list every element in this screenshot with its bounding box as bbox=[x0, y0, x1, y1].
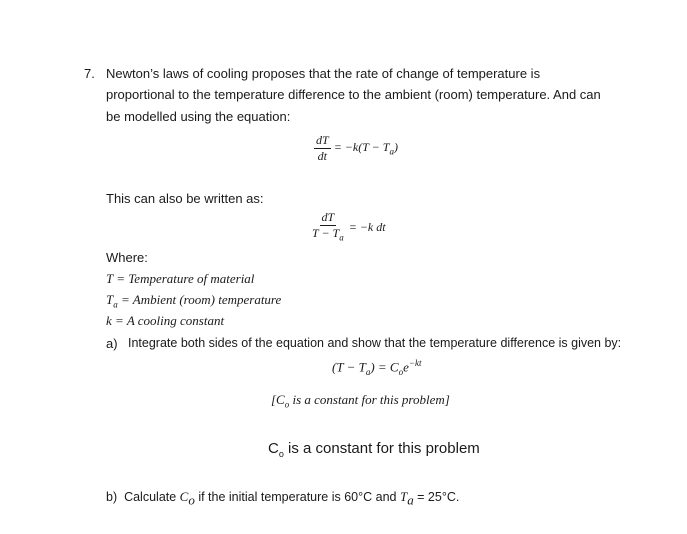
equation-1 bbox=[314, 134, 398, 163]
eq2-numerator: dT bbox=[321, 210, 335, 224]
eq1-fraction bbox=[314, 134, 331, 163]
eq1-rhs: = $-k(T - T_a)$ bbox=[333, 140, 398, 157]
result-equation: $(T - T_a) = C_oe^{-kt}$ bbox=[332, 358, 422, 377]
intro-line-1: Newton’s laws of cooling proposes that the rate of change of temperature is bbox=[106, 66, 541, 81]
definition-ambient: $T_a$ = Ambient (room) temperature bbox=[106, 292, 282, 310]
eq1-numerator: dT bbox=[316, 133, 329, 147]
eq2-rhs: = −k dt bbox=[348, 220, 386, 235]
equation-2 bbox=[310, 211, 386, 244]
part-b: b) Calculate $C_o$ if the initial temperature is 60°C and $T_a = 25^\circ C$. bbox=[106, 489, 460, 508]
part-a-label: a) bbox=[106, 336, 118, 351]
question-number: 7. bbox=[84, 66, 95, 81]
eq2-fraction bbox=[310, 211, 346, 244]
definition-temperature: T = Temperature of material bbox=[106, 271, 255, 286]
constant-note-2: $C_o$ is a constant for this problem bbox=[268, 440, 480, 459]
also-written-label: This can also be written as: bbox=[106, 191, 264, 206]
intro-line-2: proportional to the temperature difference to the ambient (room) temperature. And can bbox=[106, 87, 601, 102]
constant-note: [$C_o$ is a constant for this problem] bbox=[271, 392, 450, 410]
where-label: Where: bbox=[106, 250, 148, 265]
eq1-denominator: dt bbox=[317, 149, 328, 163]
part-b-label: b) bbox=[106, 490, 118, 504]
eq2-denominator: $T - T_a$ bbox=[312, 226, 344, 243]
definition-cooling-constant: k = A cooling constant bbox=[106, 313, 225, 328]
intro-line-3: be modelled using the equation: bbox=[106, 109, 291, 124]
part-a-text: Integrate both sides of the equation and show that the temperature difference is given by: bbox=[128, 336, 622, 350]
